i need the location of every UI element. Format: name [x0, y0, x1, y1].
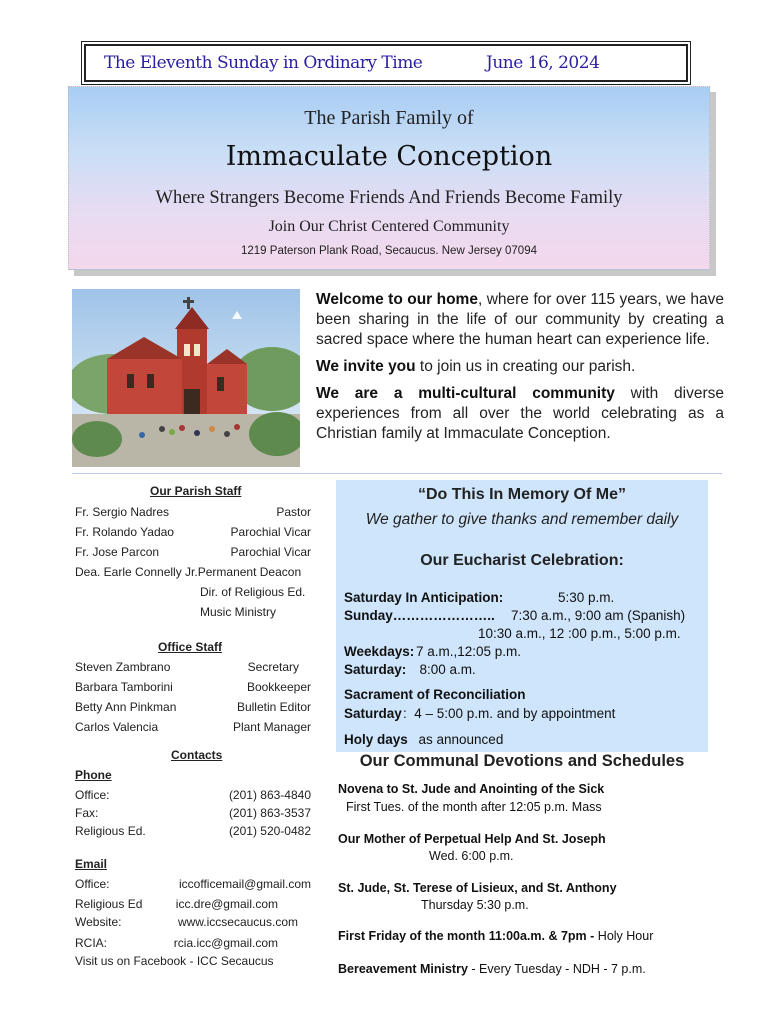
deacon-line: Dea. Earle Connelly Jr.Permanent Deacon — [75, 565, 302, 579]
office-row — [75, 680, 311, 698]
eucharist-heading: Our Eucharist Celebration: — [420, 552, 624, 569]
website-link[interactable]: www.iccsecaucus.com — [177, 915, 298, 929]
email-row — [75, 877, 311, 895]
email-row — [75, 897, 311, 915]
office-role: Bookkeeper — [246, 680, 311, 694]
join-line: Join Our Christ Centered Community — [268, 218, 510, 235]
welcome-section — [316, 290, 724, 451]
reconciliation-heading: Sacrament of Reconciliation — [344, 687, 526, 702]
office-staff-heading: Office Staff — [158, 640, 223, 654]
church-illustration — [72, 289, 300, 467]
devotions-section — [336, 752, 708, 992]
email-link[interactable]: icc.dre@gmail.com — [175, 897, 278, 911]
weekdays-label: Weekdays: — [344, 644, 415, 659]
parish-banner — [68, 86, 710, 270]
invite-text: to join us in creating our parish. — [415, 358, 636, 375]
phone-row — [75, 806, 311, 824]
office-name: Barbara Tamborini — [75, 680, 173, 694]
office-name: Betty Ann Pinkman — [75, 700, 177, 714]
community-bold: We are a multi-cultural community — [316, 385, 615, 402]
parish-staff-heading: Our Parish Staff — [150, 484, 242, 498]
first-friday — [338, 929, 653, 943]
parish-name: Immaculate Conception — [225, 141, 553, 172]
office-row — [75, 700, 311, 718]
invite-bold: We invite you — [316, 358, 416, 375]
saturday-label: Saturday: — [344, 662, 407, 677]
bereavement-text: - Every Tuesday - NDH - 7 p.m. — [467, 962, 646, 976]
reconciliation-time: : 4 – 5:00 p.m. and by appointment — [403, 706, 616, 721]
invite-paragraph — [316, 357, 724, 377]
office-row — [75, 660, 311, 678]
devotion-detail: Wed. 6:00 p.m. — [429, 849, 514, 863]
email-label: Office: — [75, 877, 110, 891]
staff-name: Fr. Rolando Yadao — [75, 525, 174, 539]
staff-row — [75, 545, 311, 563]
phone-number[interactable]: (201) 520-0482 — [228, 824, 311, 838]
office-role: Bulletin Editor — [236, 700, 311, 714]
email-label: Website: — [75, 915, 122, 929]
phone-number[interactable]: (201) 863-3537 — [228, 806, 311, 820]
staff-row — [75, 505, 311, 523]
community-text: with diverse experiences from all over the world celebrating as a Christian family at Immaculate Conception. — [316, 385, 724, 442]
address: 1219 Paterson Plank Road, Secaucus. New Jersey 07094 — [241, 245, 537, 257]
holy-days-time: as announced — [411, 732, 504, 747]
devotion-title: Our Mother of Perpetual Help And St. Joseph — [338, 832, 606, 846]
banner-line1: The Parish Family of — [304, 107, 474, 129]
staff-column — [75, 484, 311, 984]
tagline: Where Strangers Become Friends And Friends Become Family — [155, 188, 623, 208]
welcome-paragraph — [316, 290, 724, 350]
reconciliation-label: Saturday — [344, 706, 402, 721]
welcome-text: , where for over 115 years, we have been sharing in the life of our community by creating a sacred space where the human heart can experience life. — [316, 291, 724, 348]
office-role: Secretary — [247, 660, 299, 674]
contacts-heading: Contacts — [171, 748, 223, 762]
first-friday-bold: First Friday of the month 11:00a.m. & 7pm - — [338, 929, 595, 943]
office-name: Steven Zambrano — [75, 660, 171, 674]
email-label: RCIA: — [75, 936, 108, 950]
devotions-heading: Our Communal Devotions and Schedules — [359, 752, 685, 770]
weekdays-time: 7 a.m.,12:05 p.m. — [416, 644, 522, 659]
email-link[interactable]: iccofficemail@gmail.com — [179, 877, 311, 891]
phone-row — [75, 824, 311, 842]
welcome-bold: Welcome to our home — [316, 291, 478, 308]
bulletin-date: June 16, 2024 — [486, 53, 600, 73]
sunday-label: Sunday………………….. — [344, 608, 495, 623]
sat-anticipation-label: Saturday In Anticipation: — [344, 590, 504, 605]
email-heading: Email — [75, 857, 108, 871]
sunday-times: 7:30 a.m., 9:00 am (Spanish) — [511, 608, 686, 623]
quote: “Do This In Memory Of Me” — [417, 486, 626, 503]
devotion-title: St. Jude, St. Terese of Lisieux, and St. Anthony — [338, 881, 617, 895]
staff-name: Fr. Jose Parcon — [75, 545, 160, 559]
bereavement-bold: Bereavement Ministry — [338, 962, 468, 976]
saturday-time: 8:00 a.m. — [412, 662, 476, 677]
facebook-link[interactable]: Visit us on Facebook - ICC Secaucus — [75, 954, 274, 968]
subtitle: We gather to give thanks and remember daily — [365, 511, 679, 528]
staff-role: Parochial Vicar — [230, 525, 311, 539]
community-paragraph — [316, 384, 724, 444]
office-name: Carlos Valencia — [75, 720, 159, 734]
sunday-times-2: 10:30 a.m., 12 :00 p.m., 5:00 p.m. — [478, 626, 681, 641]
phone-heading: Phone — [75, 768, 112, 782]
sat-anticipation-time: 5:30 p.m. — [558, 590, 615, 605]
staff-row — [75, 525, 311, 543]
deacon-role: Music Ministry — [200, 605, 277, 619]
email-label: Religious Ed — [75, 897, 143, 911]
bereavement — [338, 962, 646, 976]
office-row — [75, 720, 311, 738]
staff-role: Pastor — [276, 505, 311, 519]
office-role: Plant Manager — [232, 720, 311, 734]
divider — [72, 473, 722, 474]
phone-label: Religious Ed. — [75, 824, 146, 838]
phone-label: Office: — [75, 788, 110, 802]
first-friday-text: Holy Hour — [594, 929, 654, 943]
devotion-detail: Thursday 5:30 p.m. — [421, 898, 529, 912]
devotion-detail: First Tues. of the month after 12:05 p.m. Mass — [346, 800, 602, 814]
phone-label: Fax: — [75, 806, 99, 820]
eucharist-box — [336, 480, 708, 752]
phone-number[interactable]: (201) 863-4840 — [228, 788, 311, 802]
staff-name: Fr. Sergio Nadres — [75, 505, 170, 519]
email-row — [75, 915, 311, 933]
staff-role: Parochial Vicar — [230, 545, 311, 559]
phone-row — [75, 788, 311, 806]
email-link[interactable]: rcia.icc@gmail.com — [173, 936, 278, 950]
header-bar — [84, 44, 688, 82]
deacon-role: Dir. of Religious Ed. — [200, 585, 306, 599]
sunday-title: The Eleventh Sunday in Ordinary Time — [104, 53, 423, 73]
email-row — [75, 936, 311, 954]
devotion-title: Novena to St. Jude and Anointing of the Sick — [338, 782, 605, 796]
holy-days-label: Holy days — [344, 732, 408, 747]
